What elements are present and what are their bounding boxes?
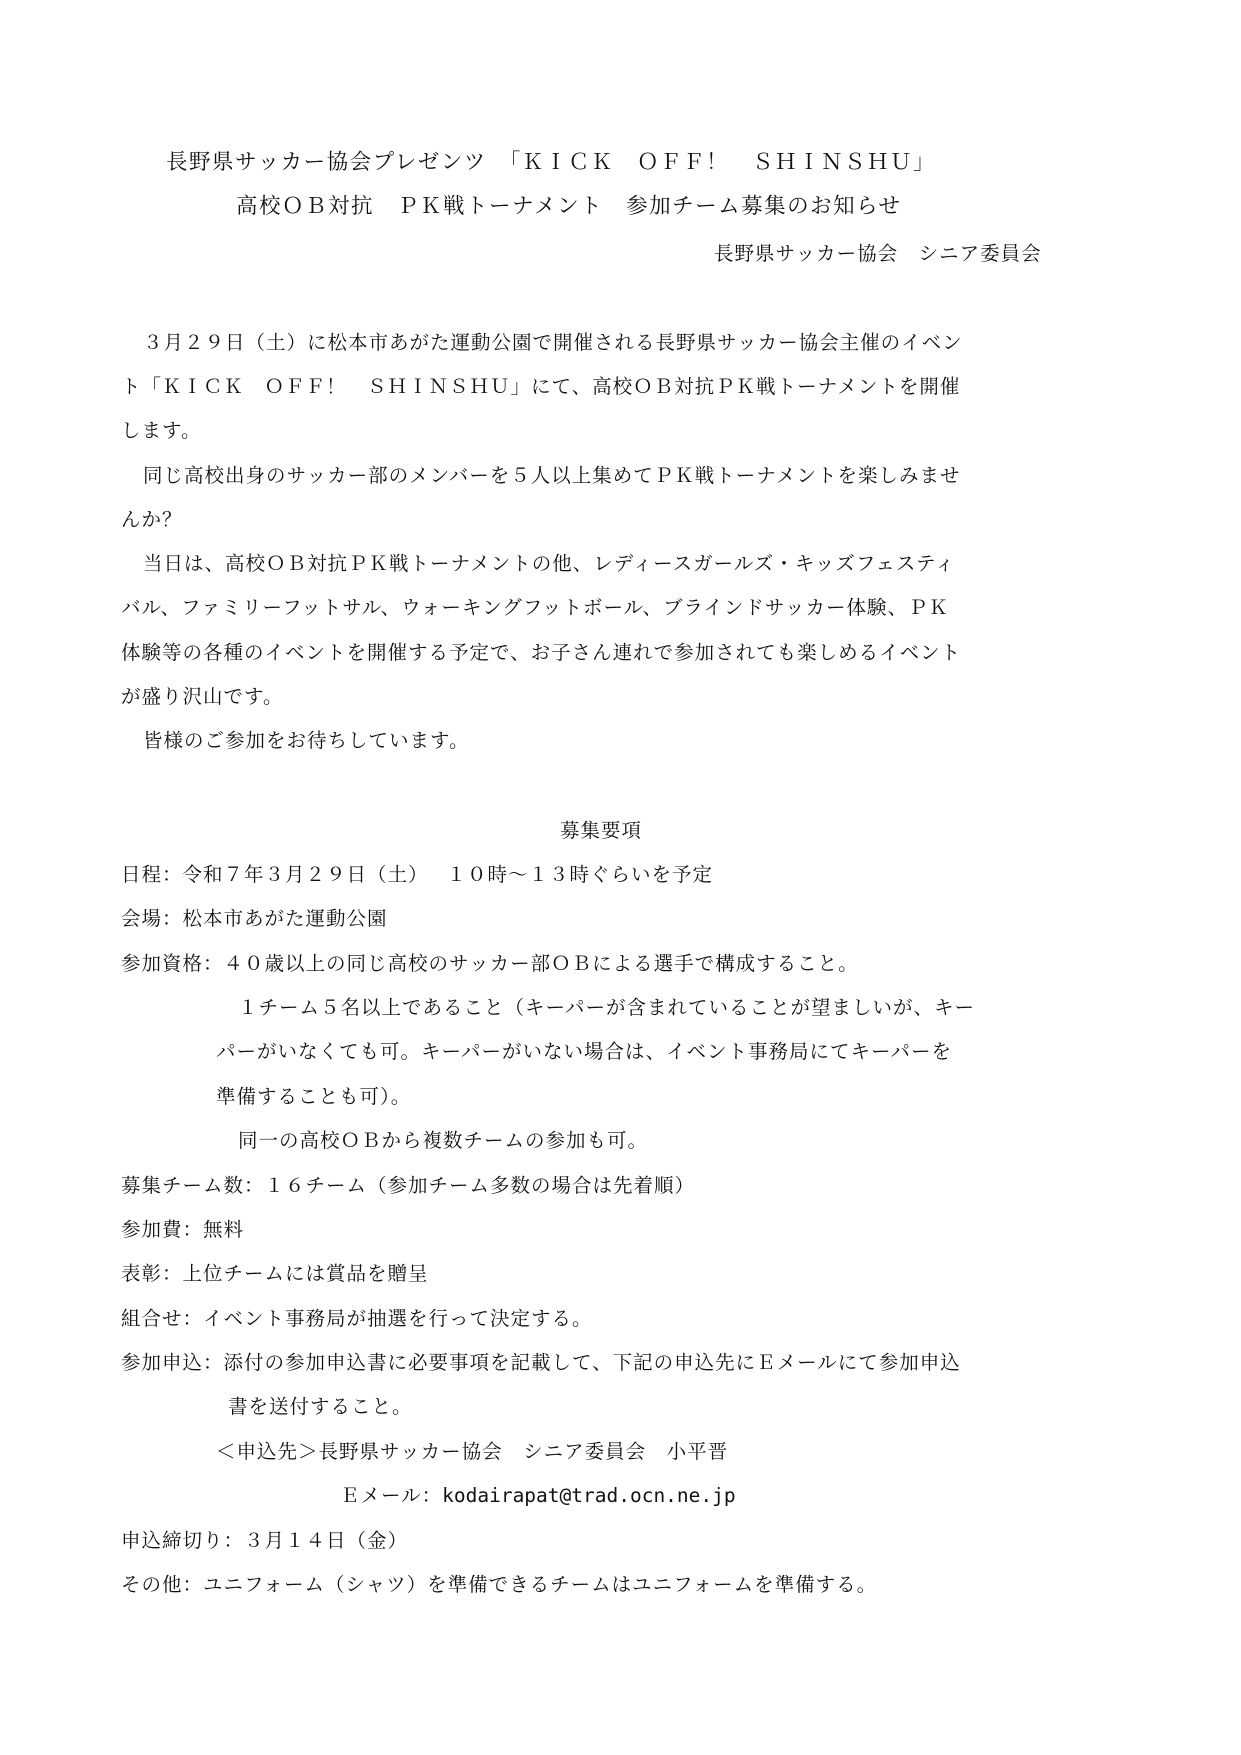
title-line-2: 高校ＯＢ対抗 ＰＫ戦トーナメント 参加チーム募集のお知らせ — [236, 194, 902, 219]
req-application-line2: 書を送付すること。 — [228, 1395, 413, 1418]
req-eligibility-line4: 準備することも可）。 — [216, 1085, 412, 1108]
intro-p3-line2: バル、ファミリーフットサル、ウォーキングフットボール、ブラインドサッカー体験、ＰＫ — [121, 596, 950, 619]
req-email-label: Ｅメール： — [340, 1484, 443, 1507]
intro-p2-line1: 同じ高校出身のサッカー部のメンバーを５人以上集めてＰＫ戦トーナメントを楽しみませ — [143, 464, 961, 487]
intro-p3-line3: 体験等の各種のイベントを開催する予定で、お子さん連れで参加されても楽しめるイベント — [121, 641, 962, 664]
req-team-count: 募集チーム数：１６チーム（参加チーム多数の場合は先着順） — [121, 1174, 696, 1197]
req-venue: 会場：松本市あがた運動公園 — [121, 907, 388, 930]
req-email-row — [340, 1483, 736, 1509]
intro-p1-line1: ３月２９日（土）に松本市あがた運動公園で開催される長野県サッカー協会主催のイベン — [143, 331, 963, 354]
requirements-heading: 募集要項 — [560, 819, 643, 842]
intro-p2-line2: んか？ — [121, 508, 183, 531]
req-email-address[interactable]: kodairapat@trad.ocn.ne.jp — [442, 1484, 736, 1507]
organizer: 長野県サッカー協会 シニア委員会 — [714, 242, 1042, 265]
req-draw: 組合せ：イベント事務局が抽選を行って決定する。 — [121, 1307, 593, 1330]
req-application-line1: 参加申込：添付の参加申込書に必要事項を記載して、下記の申込先にＥメールにて参加申込 — [121, 1351, 961, 1374]
req-schedule: 日程：令和７年３月２９日（土） １０時～１３時ぐらいを予定 — [121, 863, 713, 886]
req-other: その他：ユニフォーム（シャツ）を準備できるチームはユニフォームを準備する。 — [121, 1573, 878, 1596]
req-eligibility-line3: パーがいなくても可。キーパーがいない場合は、イベント事務局にてキーパーを — [216, 1040, 953, 1063]
req-eligibility: 参加資格：４０歳以上の同じ高校のサッカー部ＯＢによる選手で構成すること。 — [121, 952, 859, 975]
req-deadline: 申込締切り：３月１４日（金） — [121, 1529, 409, 1552]
req-eligibility-line5: 同一の高校ＯＢから複数チームの参加も可。 — [238, 1129, 649, 1152]
req-award: 表彰：上位チームには賞品を贈呈 — [121, 1262, 429, 1285]
intro-p1-line3: します。 — [121, 419, 202, 442]
req-eligibility-line2: １チーム５名以上であること（キーパーが含まれていることが望ましいが、キー — [238, 996, 976, 1019]
intro-p3-line1: 当日は、高校ＯＢ対抗ＰＫ戦トーナメントの他、レディースガールズ・キッズフェスティ — [143, 552, 956, 575]
title-line-1: 長野県サッカー協会プレゼンツ 「ＫＩＣＫ ＯＦＦ！ ＳＨＩＮＳＨＵ」 — [166, 150, 936, 175]
intro-p3-line4: が盛り沢山です。 — [121, 685, 284, 708]
intro-p4-line1: 皆様のご参加をお待ちしています。 — [143, 729, 470, 752]
req-fee: 参加費：無料 — [121, 1218, 245, 1241]
intro-p1-line2: ト「ＫＩＣＫ ＯＦＦ！ ＳＨＩＮＳＨＵ」にて、高校ＯＢ対抗ＰＫ戦トーナメントを開催 — [121, 375, 961, 398]
req-contact: ＜申込先＞長野県サッカー協会 シニア委員会 小平晋 — [216, 1440, 729, 1463]
